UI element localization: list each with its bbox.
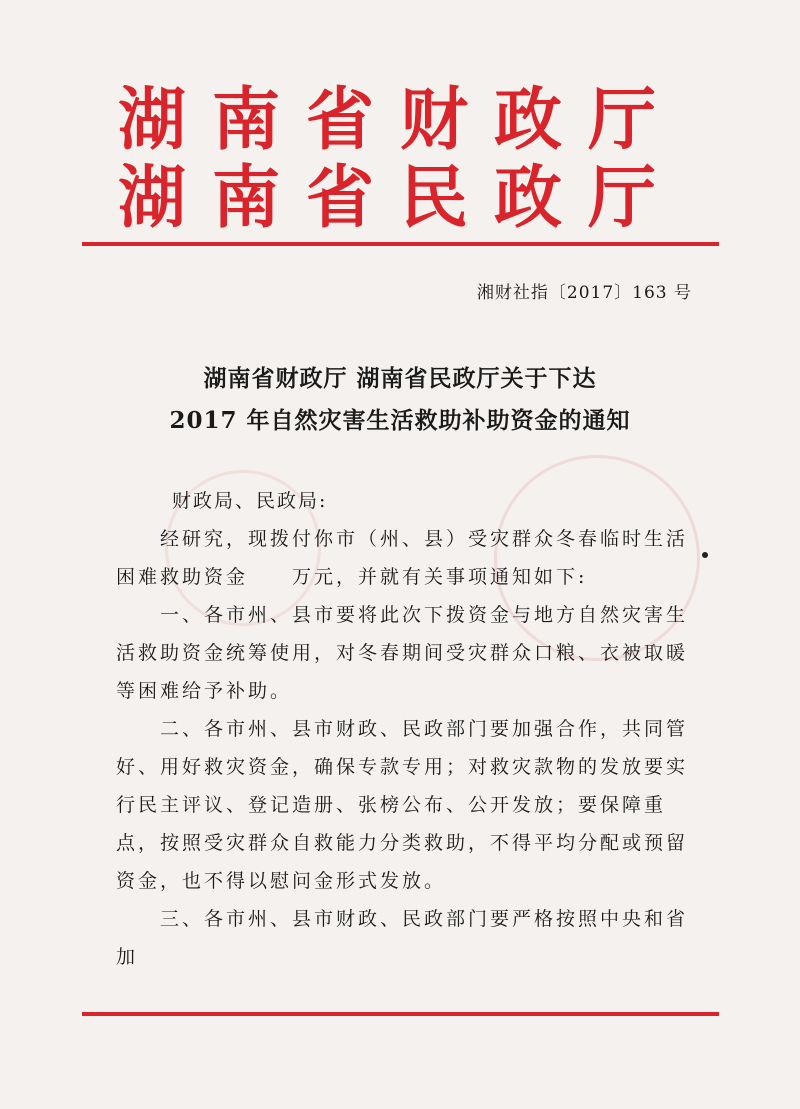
paragraph-item-2: 二、各市州、县市财政、民政部门要加强合作，共同管好、用好救灾资金，确保专款专用；对救灾款物的发放要实行民主评议、登记造册、张榜公布、公开发放；要保障重点，按照受灾群众自救能力分类救助，不得平均分配或预留资金，也不得以慰问金形式发放。 <box>116 718 689 892</box>
document-title-line2: 2017 年自然灾害生活救助补助资金的通知 <box>169 407 631 434</box>
footer-red-rule <box>82 1012 719 1016</box>
scan-speck <box>702 552 708 558</box>
header-issuer-finance: 湖南省财政厅 <box>117 81 682 160</box>
document-title-line1: 湖南省财政厅 湖南省民政厅关于下达 <box>203 365 597 392</box>
paragraph-intro: 经研究，现拨付你市（州、县）受灾群众冬春临时生活困难救助资金 万元，并就有关事项通知如下: <box>116 528 689 588</box>
body-text <box>116 520 696 976</box>
salutation: 财政局、民政局: <box>172 490 328 512</box>
paragraph-item-3: 三、各市州、县市财政、民政部门要严格按照中央和省加 <box>116 908 689 968</box>
paragraph-item-1: 一、各市州、县市要将此次下拨资金与地方自然灾害生活救助资金统筹使用，对冬春期间受灾群众口粮、衣被取暖等困难给予补助。 <box>116 604 689 702</box>
header-issuer-civil-affairs: 湖南省民政厅 <box>117 159 682 238</box>
header-red-rule <box>82 242 719 246</box>
document-number: 湘财社指〔2017〕163 号 <box>476 283 692 303</box>
